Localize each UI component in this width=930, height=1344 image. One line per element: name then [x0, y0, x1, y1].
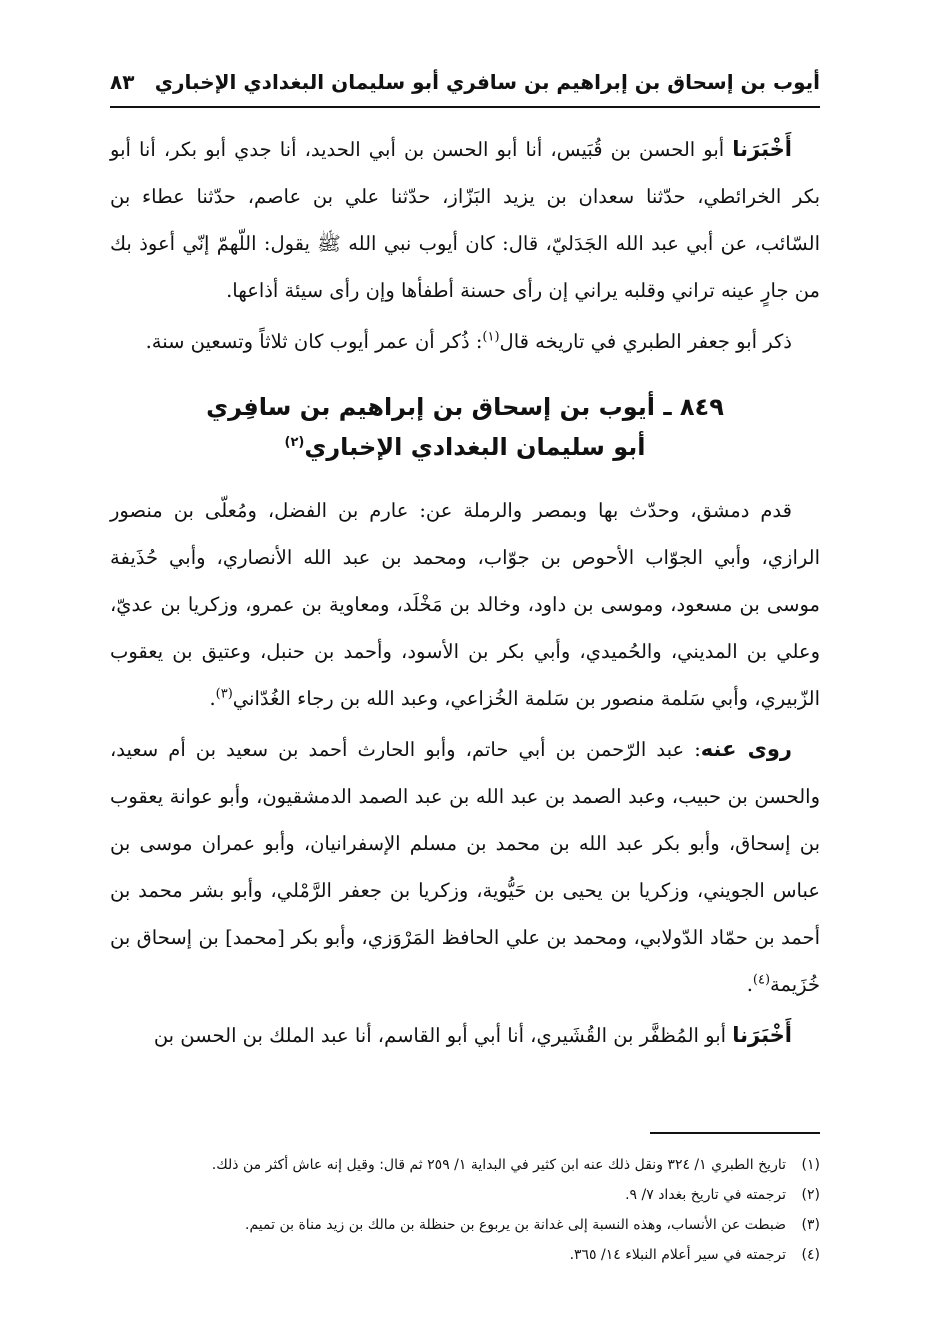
entry-heading	[110, 387, 820, 467]
paragraph-5-lead: أَخْبَرَنا	[732, 1023, 792, 1047]
footnote-text: تاريخ الطبري ١/ ٣٢٤ ونقل ذلك عنه ابن كثير في البداية ١/ ٢٥٩ ثم قال: وقيل إنه عاش أكثر من ذلك.	[211, 1157, 786, 1173]
header-divider	[110, 106, 820, 108]
footnote-divider	[650, 1132, 820, 1134]
footnote-item	[110, 1240, 820, 1270]
footnote-item	[110, 1180, 820, 1210]
running-header	[110, 62, 820, 102]
footnote-number: (٣)	[801, 1217, 820, 1233]
footnote-ref-1[interactable]: (١)	[482, 329, 500, 345]
paragraph-4	[110, 726, 820, 1008]
footnote-item	[110, 1210, 820, 1240]
paragraph-1-lead: أَخْبَرَنا	[732, 137, 792, 161]
paragraph-3	[110, 487, 820, 722]
paragraph-1-text: أبو الحسن بن قُبَيس، أنا أبو الحسن بن أبي الحديد، أنا جدي أبو بكر، أنا أبو بكر الخرائطي، حدّثنا سعدان بن يزيد البَزّاز، حدّثنا علي بن عاصم، حدّثنا عطاء بن السّائب، عن أبي عبد الله الجَدَليّ، قال: كان أيوب نبي الله ﷺ يقول: اللّهمّ إنّي أعوذ بك من جارٍ عينه تراني وقلبه يراني إن رأى حسنة أطفأها وإن رأى سيئة أذاعها.	[110, 138, 820, 302]
paragraph-3-end: .	[209, 687, 216, 710]
footnote-text: ترجمته في تاريخ بغداد ٧/ ٩.	[625, 1187, 786, 1203]
entry-heading-line-1: ٨٤٩ ـ أيوب بن إسحاق بن إبراهيم بن سافِري	[206, 393, 724, 421]
footnote-text: ترجمته في سير أعلام النبلاء ١٤/ ٣٦٥.	[569, 1247, 786, 1263]
paragraph-3-text: قدم دمشق، وحدّث بها وبمصر والرملة عن: عارم بن الفضل، ومُعلّى بن منصور الرازي، وأبي الجوّاب الأحوص بن جوّاب، ومحمد بن عبد الله الأنصاري، وأبي حُذَيفة موسى بن مسعود، وموسى بن داود، وخالد بن مَخْلَد، ومعاوية بن عمرو، وزكريا بن عديّ، وعلي بن المديني، والحُميدي، وأبي بكر بن الأسود، وأحمد بن حنبل، وعتيق بن يعقوب الزّبيري، وأبي سَلمة منصور بن سَلمة الخُزاعي، وعبد الله بن رجاء الغُدّاني	[110, 499, 820, 710]
footnotes	[110, 1150, 820, 1270]
footnote-number: (٤)	[801, 1247, 820, 1263]
paragraph-4-end: .	[746, 973, 753, 996]
footnote-number: (٢)	[801, 1187, 820, 1203]
paragraph-4-lead: روى عنه	[700, 737, 793, 761]
footnote-ref-3[interactable]: (٣)	[215, 686, 233, 702]
footnote-number: (١)	[801, 1157, 820, 1173]
footnote-text: ضبطت عن الأنساب، وهذه النسبة إلى غدانة بن يربوع بن حنظلة بن مالك بن زيد مناة بن تميم.	[245, 1217, 786, 1233]
paragraph-5-text: أبو المُظفَّر بن القُشَيري، أنا أبي أبو القاسم، أنا عبد الملك بن الحسن بن	[153, 1024, 733, 1047]
paragraph-5	[110, 1012, 820, 1059]
paragraph-1	[110, 126, 820, 314]
footnote-ref-4[interactable]: (٤)	[752, 972, 771, 988]
entry-heading-line-2-text: أبو سليمان البغدادي الإخباري	[304, 433, 646, 461]
paragraph-2-after: : ذُكر أن عمر أيوب كان ثلاثاً وتسعين سنة.	[145, 330, 483, 353]
page-number: ٨٣	[110, 70, 135, 94]
running-title: أيوب بن إسحاق بن إبراهيم بن سافري أبو سليمان البغدادي الإخباري	[154, 70, 820, 94]
entry-heading-line-2	[110, 427, 820, 467]
paragraph-2-before: ذكر أبو جعفر الطبري في تاريخه قال	[499, 330, 792, 353]
paragraph-4-text: : عبد الرّحمن بن أبي حاتم، وأبو الحارث أحمد بن سعيد بن أم سعيد، والحسن بن حبيب، وعبد الصمد بن عبد الله بن عبد الصمد الدمشقيون، وأبو عوانة يعقوب بن إسحاق، وأبو بكر عبد الله بن محمد بن مسلم الإسفرانيان، وأبو عمران موسى بن عباس الجويني، وزكريا بن يحيى بن حَيُّوية، وزكريا بن جعفر الرَّمْلي، وأبو بشر محمد بن أحمد بن حمّاد الدّولابي، ومحمد بن علي الحافظ المَرْوَزي، وأبو بكر [محمد] بن إسحاق بن خُزَيمة	[110, 738, 820, 996]
footnote-ref-2[interactable]: (٢)	[284, 435, 305, 450]
main-text	[110, 126, 820, 1063]
paragraph-2	[110, 318, 820, 365]
footnote-item	[110, 1150, 820, 1180]
